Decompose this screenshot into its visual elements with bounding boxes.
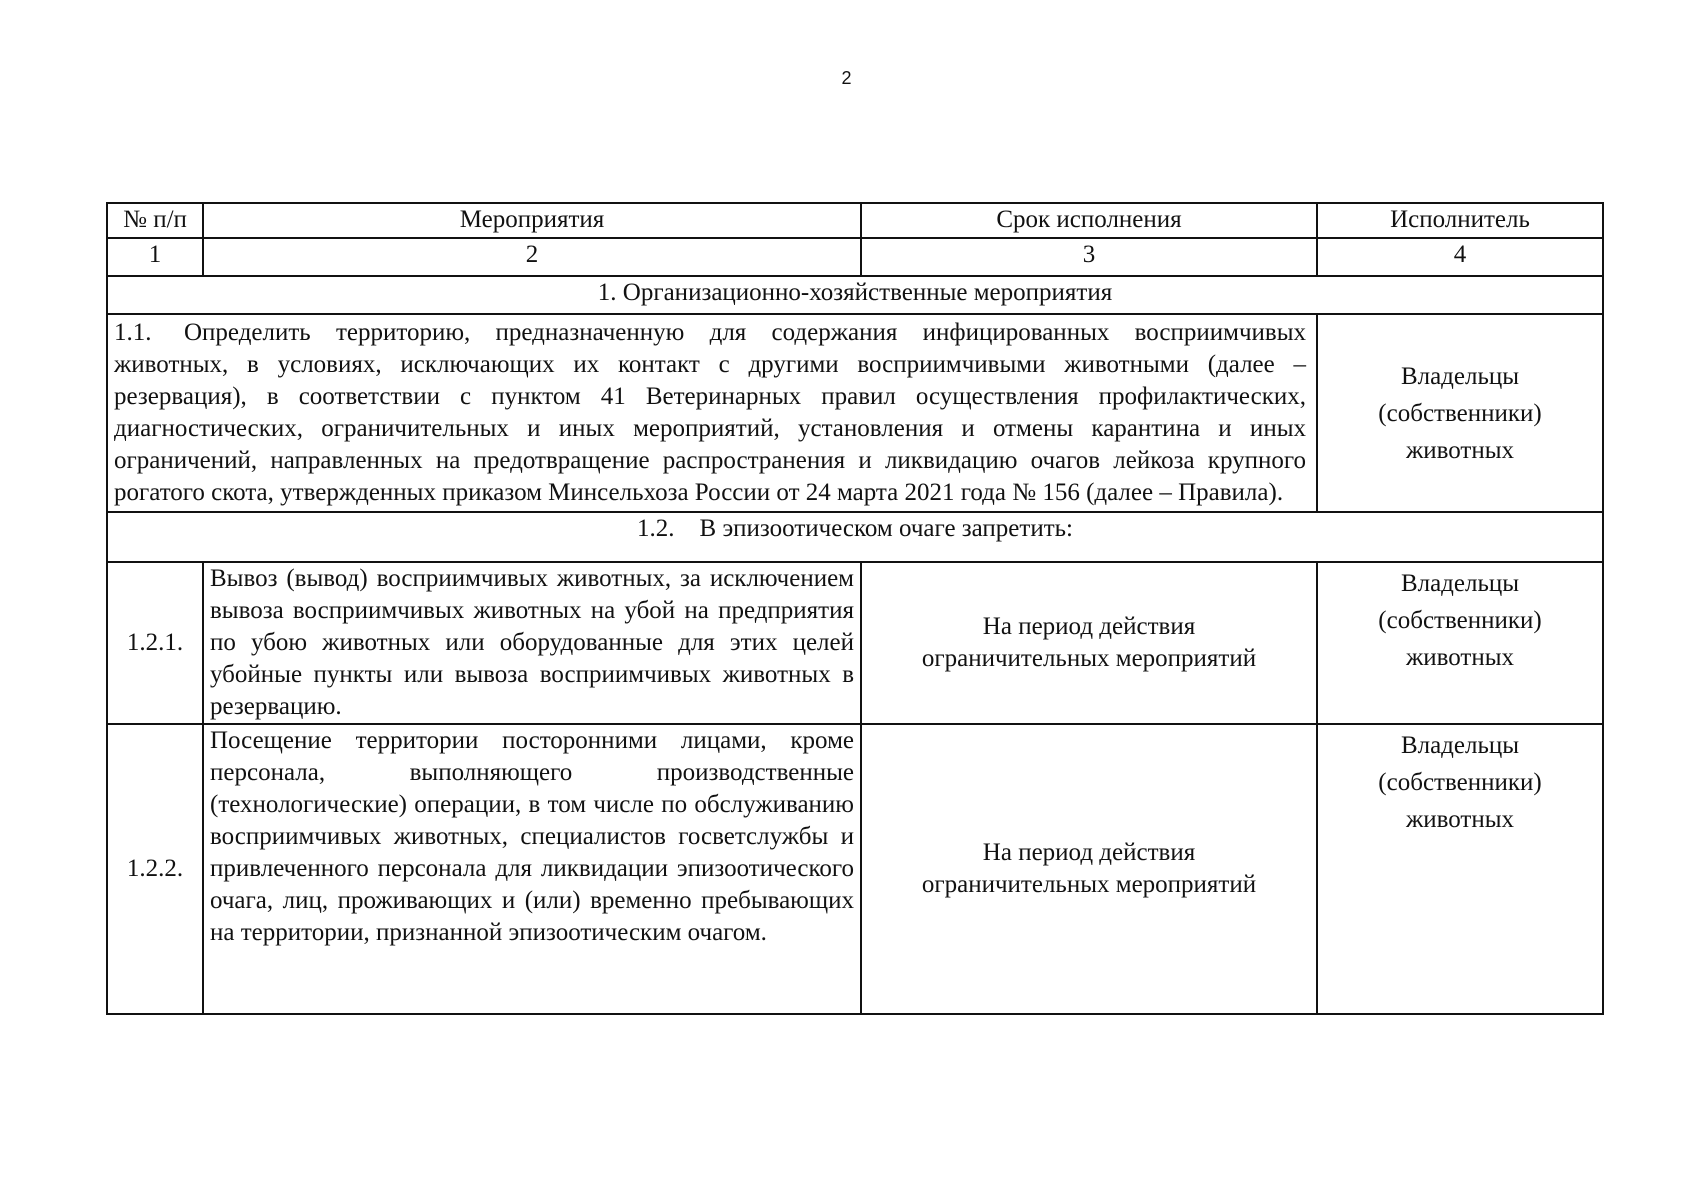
row-1-1-text-cell bbox=[107, 314, 1317, 512]
row-1-2-1-term-line-2: ограничительных мероприятий bbox=[921, 645, 1257, 672]
row-1-2-1-executor-line-3: животных bbox=[1405, 644, 1515, 671]
column-number-4: 4 bbox=[1317, 238, 1603, 276]
row-1-1-executor-line-3: животных bbox=[1405, 436, 1515, 464]
row-1-1-executor-line-1: Владельцы bbox=[1400, 362, 1520, 390]
row-1-2-1-text: Вывоз (вывод) восприимчивых животных, за исключением вывоза восприимчивых животных на убой на предприятия по убою животных или оборудованные для этих целей убойные пункты или вывоза восприимчивых животных в резервацию. bbox=[203, 562, 861, 724]
subsection-number: 1.2. bbox=[637, 515, 675, 542]
row-1-2-2-executor-line-1: Владельцы bbox=[1400, 732, 1520, 759]
column-numbers-row bbox=[107, 238, 1603, 276]
row-1-1-executor bbox=[1317, 314, 1603, 512]
subsection-row bbox=[107, 512, 1603, 562]
table-row bbox=[107, 562, 1603, 724]
row-1-2-2-term bbox=[861, 724, 1317, 1014]
row-1-1-executor-line-2: (собственники) bbox=[1378, 399, 1542, 427]
header-measures: Мероприятия bbox=[203, 203, 861, 238]
header-deadline: Срок исполнения bbox=[861, 203, 1317, 238]
row-1-2-1-executor-line-2: (собственники) bbox=[1378, 607, 1542, 634]
row-1-2-1-executor-line-1: Владельцы bbox=[1400, 570, 1520, 597]
measures-table bbox=[106, 202, 1604, 1015]
table-row bbox=[107, 314, 1603, 512]
table-row bbox=[107, 724, 1603, 1014]
row-1-2-2-term-line-1: На период действия bbox=[982, 839, 1196, 866]
page-number: 2 bbox=[841, 68, 852, 88]
column-number-1: 1 bbox=[107, 238, 203, 276]
column-number-2: 2 bbox=[203, 238, 861, 276]
row-1-2-2-executor-line-2: (собственники) bbox=[1378, 769, 1542, 796]
row-1-2-1-term bbox=[861, 562, 1317, 724]
table-header-row bbox=[107, 203, 1603, 238]
section-title: 1. Организационно-хозяйственные мероприятия bbox=[107, 276, 1603, 314]
row-1-2-2-executor bbox=[1317, 724, 1603, 1014]
row-1-2-1-number: 1.2.1. bbox=[107, 562, 203, 724]
row-1-1-text: Определить территорию, предназначенную для содержания инфицированных восприимчивых животных, в условиях, исключающих их контакт с другими восприимчивыми животными (далее – резервация), в соответствии с пунктом 41 Ветеринарных правил осуществления профилактических, диагностических, ограничительных и иных мероприятий, установления и отмены карантина и иных ограничений, направленных на предотвращение распространения и ликвидацию очагов лейкоза крупного рогатого скота, утвержденных приказом Минсельхоза России от 24 марта 2021 года № 156 (далее – Правила). bbox=[114, 319, 1306, 506]
row-1-2-1-executor bbox=[1317, 562, 1603, 724]
row-1-2-1-term-line-1: На период действия bbox=[982, 613, 1196, 640]
row-1-2-2-number: 1.2.2. bbox=[107, 724, 203, 1014]
section-row bbox=[107, 276, 1603, 314]
subsection-title: В эпизоотическом очаге запретить: bbox=[699, 515, 1073, 542]
row-1-2-2-executor-line-3: животных bbox=[1405, 806, 1515, 833]
row-1-1-number: 1.1. bbox=[114, 319, 152, 346]
header-number: № п/п bbox=[107, 203, 203, 238]
subsection-title-cell bbox=[107, 512, 1603, 562]
row-1-2-2-text: Посещение территории посторонними лицами, кроме персонала, выполняющего производственные (технологические) операции, в том числе по обслуживанию восприимчивых животных, специалистов госветслужбы и привлеченного персонала для ликвидации эпизоотического очага, лиц, проживающих и (или) временно пребывающих на территории, признанной эпизоотическим очагом. bbox=[203, 724, 861, 1014]
column-number-3: 3 bbox=[861, 238, 1317, 276]
header-executor: Исполнитель bbox=[1317, 203, 1603, 238]
row-1-2-2-term-line-2: ограничительных мероприятий bbox=[921, 871, 1257, 898]
